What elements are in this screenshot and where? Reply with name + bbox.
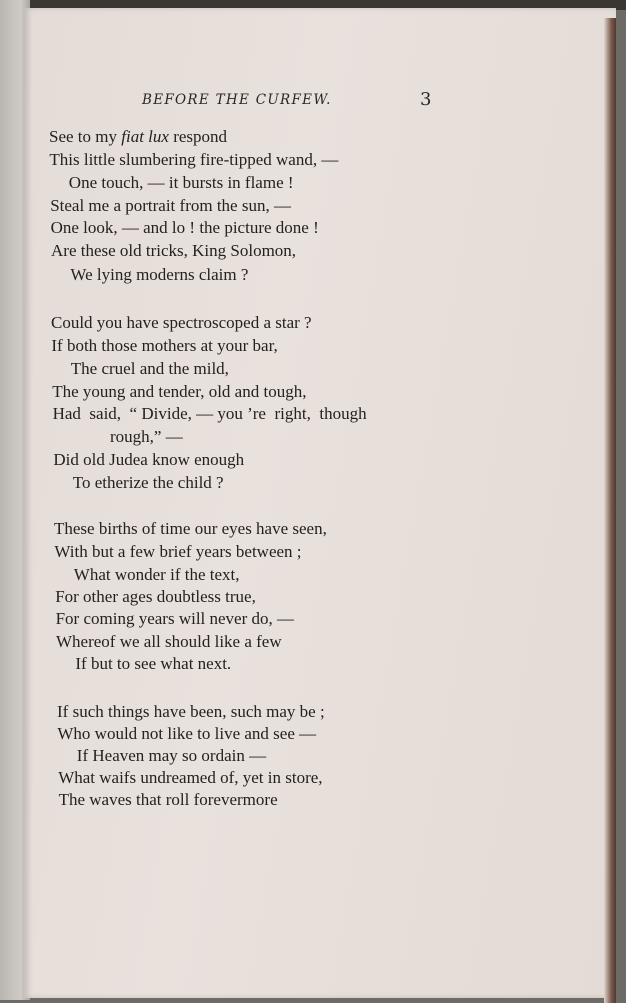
poem-line: This little slumbering fire-tipped wand, — <box>49 150 339 169</box>
poem-line: What waifs undreamed of, yet in store, <box>58 768 323 787</box>
poem-line: If Heaven may so ordain — <box>76 746 267 765</box>
poem-line: We lying moderns claim ? <box>70 265 249 284</box>
poem-line: If such things have been, such may be ; <box>57 702 325 721</box>
poem-line: One touch, — it bursts in flame ! <box>68 173 294 192</box>
page-edge <box>604 18 616 1003</box>
poem-line: See to my fiat lux respond <box>49 127 228 146</box>
poem-line: rough,” — <box>110 427 183 446</box>
poem-line: Who would not like to live and see — <box>57 724 317 743</box>
page-number: 3 <box>420 89 432 110</box>
poem-line: For coming years will never do, — <box>55 609 295 628</box>
poem-line: Steal me a portrait from the sun, — <box>50 196 291 215</box>
poem-line: The cruel and the mild, <box>70 359 229 378</box>
poem-line: These births of time our eyes have seen, <box>54 519 327 538</box>
poem-line: With but a few brief years between ; <box>54 542 302 561</box>
poem-line: Did old Judea know enough <box>53 450 245 469</box>
poem-line: Are these old tricks, King Solomon, <box>51 241 297 260</box>
poem-line: Had said, “ Divide, — you ’re right, though <box>52 404 367 423</box>
poem-line: The waves that roll forevermore <box>58 790 278 809</box>
poem-line: If both those mothers at your bar, <box>51 336 278 355</box>
poem-line: For other ages doubtless true, <box>55 587 256 606</box>
poem-line: What wonder if the text, <box>73 565 240 584</box>
poem-line: Could you have spectroscoped a star ? <box>51 313 312 332</box>
poem-line: If but to see what next. <box>75 654 232 673</box>
poem-line: Whereof we all should like a few <box>56 632 282 651</box>
poem-line: To etherize the child ? <box>72 473 224 492</box>
poem-line: The young and tender, old and tough, <box>52 382 307 401</box>
poem-line: One look, — and lo ! the picture done ! <box>50 218 319 237</box>
running-head: BEFORE THE CURFEW. <box>142 92 332 108</box>
